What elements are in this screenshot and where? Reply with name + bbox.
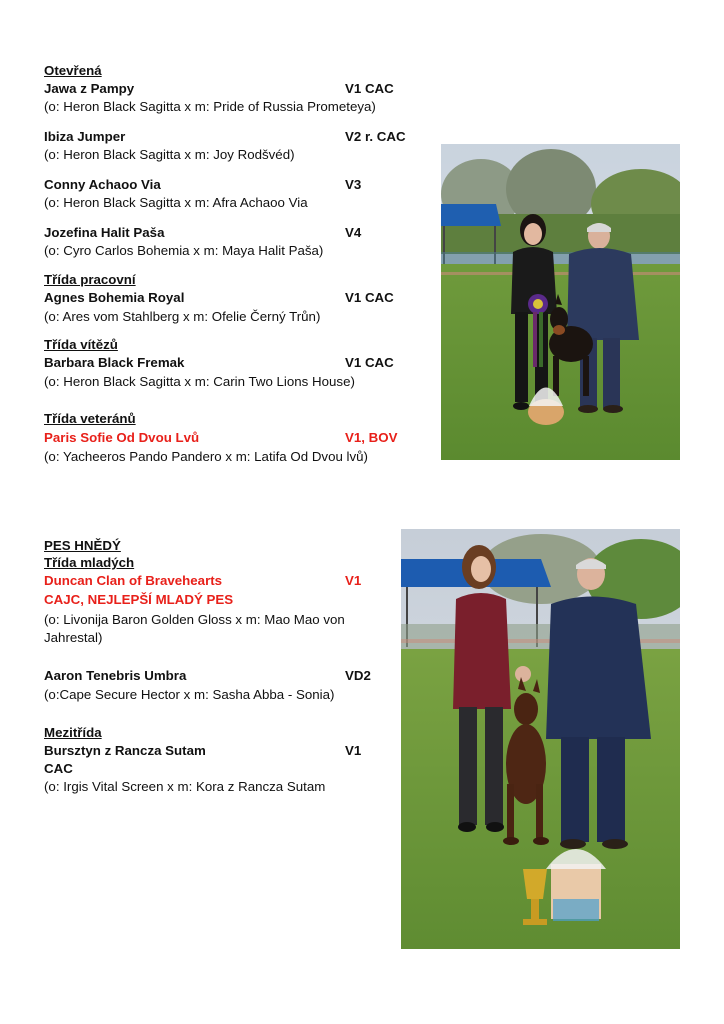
dog-result-winner: V1 <box>345 573 362 588</box>
dog-result: V4 <box>345 225 362 240</box>
dog-result-winner: V1, BOV <box>345 430 398 445</box>
dog-result: V1 CAC <box>345 355 394 370</box>
dog-name: Jawa z Pampy <box>44 81 135 96</box>
dog-result: V1 CAC <box>345 290 394 305</box>
dog-parents: (o: Ares vom Stahlberg x m: Ofelie Černý Trůn) <box>44 309 321 324</box>
class-heading-intermediate: Mezitřída <box>44 725 102 740</box>
dog-name: Jozefina Halit Paša <box>44 225 165 240</box>
dog-result: VD2 <box>345 668 371 683</box>
dog-parents: (o: Yacheeros Pando Pandero x m: Latifa Od Dvou lvů) <box>44 449 368 464</box>
dog-name-winner: Paris Sofie Od Dvou Lvů <box>44 430 200 445</box>
dog-name: Agnes Bohemia Royal <box>44 290 185 305</box>
dog-name: Barbara Black Fremak <box>44 355 185 370</box>
dog-parents: (o: Heron Black Sagitta x m: Carin Two Lions House) <box>44 374 355 389</box>
dog-parents: (o: Heron Black Sagitta x m: Pride of Russia Prometeya) <box>44 99 376 114</box>
dog-parents: (o: Livonija Baron Golden Gloss x m: Mao Mao von <box>44 612 345 627</box>
class-heading-working: Třída pracovní <box>44 272 136 287</box>
class-heading-young: Třída mladých <box>44 555 135 570</box>
class-heading-open: Otevřená <box>44 63 102 78</box>
show-photo-1 <box>441 144 680 460</box>
dog-name: Conny Achaoo Via <box>44 177 161 192</box>
show-photo-2 <box>401 529 680 949</box>
class-heading-veterans: Třída veteránů <box>44 411 136 426</box>
dog-parents: (o: Heron Black Sagitta x m: Afra Achaoo Via <box>44 195 308 210</box>
dog-parents: (o:Cape Secure Hector x m: Sasha Abba - Sonia) <box>44 687 335 702</box>
photo-handler-with-doberman <box>441 144 680 460</box>
dog-parents: (o: Heron Black Sagitta x m: Joy Rodšvéd) <box>44 147 295 162</box>
dog-parents-continued: Jahrestal) <box>44 630 103 645</box>
dog-result: V3 <box>345 177 362 192</box>
section-heading-brown-male: PES HNĚDÝ <box>44 538 121 553</box>
dog-name: Aaron Tenebris Umbra <box>44 668 187 683</box>
dog-title: CAC <box>44 761 73 776</box>
dog-result: V1 <box>345 743 362 758</box>
class-heading-champions: Třída vítězů <box>44 337 118 352</box>
dog-name-winner: Duncan Clan of Bravehearts <box>44 573 223 588</box>
dog-result: V1 CAC <box>345 81 394 96</box>
photo-young-handler-with-brown-doberman <box>401 529 680 949</box>
dog-result: V2 r. CAC <box>345 129 406 144</box>
dog-name: Ibiza Jumper <box>44 129 126 144</box>
dog-title-winner: CAJC, NEJLEPŠÍ MLADÝ PES <box>44 592 234 607</box>
dog-name: Bursztyn z Rancza Sutam <box>44 743 206 758</box>
dog-parents: (o: Cyro Carlos Bohemia x m: Maya Halit Paša) <box>44 243 324 258</box>
dog-parents: (o: Irgis Vital Screen x m: Kora z Rancza Sutam <box>44 779 326 794</box>
